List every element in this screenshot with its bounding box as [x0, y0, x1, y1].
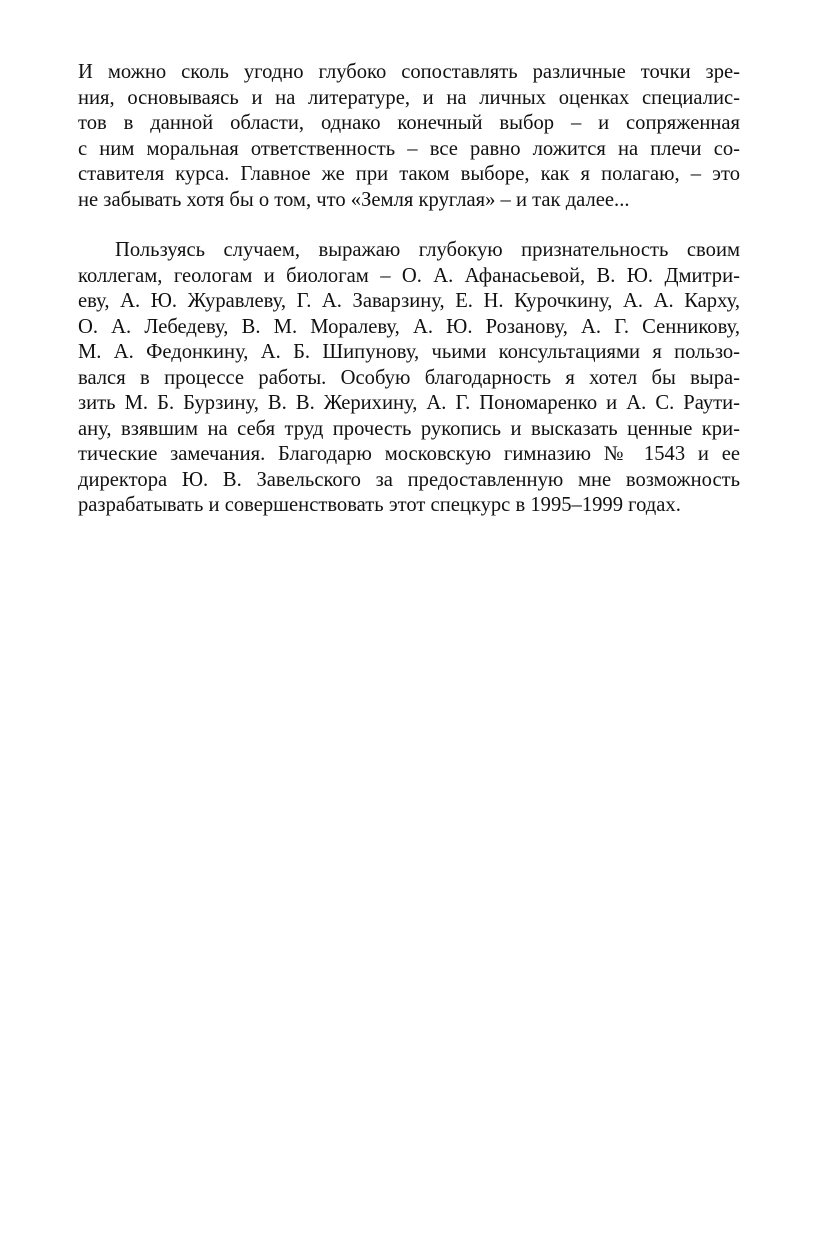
- text-line: директора Ю. В. Завельского за предоставленную мне возможность: [78, 468, 740, 491]
- text-line: разрабатывать и совершенствовать этот спецкурс в 1995–1999 годах.: [78, 494, 681, 516]
- text-line: И можно сколь угодно глубоко сопоставлять различные точки зре-: [78, 61, 740, 83]
- text-line: ставителя курса. Главное же при таком выборе, как я полагаю, – это: [78, 163, 740, 185]
- text-line: ану, взявшим на себя труд прочесть рукопись и высказать ценные кри-: [78, 417, 740, 440]
- text-line: не забывать хотя бы о том, что «Земля круглая» – и так далее...: [78, 188, 630, 211]
- text-line: тов в данной области, однако конечный выбор – и сопряженная: [78, 112, 740, 134]
- text-line: вался в процессе работы. Особую благодарность я хотел бы выра-: [78, 366, 740, 389]
- text-line: еву, А. Ю. Журавлеву, Г. А. Заварзину, Е. Н. Курочкину, А. А. Карху,: [78, 290, 740, 312]
- text-line: с ним моральная ответственность – все равно ложится на плечи со-: [78, 137, 740, 160]
- paragraph-2: [78, 238, 740, 519]
- text-line: О. А. Лебедеву, В. М. Моралеву, А. Ю. Розанову, А. Г. Сенникову,: [78, 315, 740, 338]
- text-line: Пользуясь случаем, выражаю глубокую признательность своим: [115, 239, 740, 261]
- body-text: [78, 60, 740, 519]
- paragraph-1: [78, 60, 740, 213]
- text-line: М. А. Федонкину, А. Б. Шипунову, чьими консультациями я пользо-: [78, 341, 740, 363]
- text-line: зить М. Б. Бурзину, В. В. Жерихину, А. Г. Пономаренко и А. С. Раути-: [78, 392, 740, 414]
- text-line: тические замечания. Благодарю московскую гимназию № 1543 и ее: [78, 443, 740, 465]
- text-line: ния, основываясь и на литературе, и на личных оценках специалис-: [78, 86, 740, 109]
- text-line: коллегам, геологам и биологам – О. А. Афанасьевой, В. Ю. Дмитри-: [78, 264, 740, 287]
